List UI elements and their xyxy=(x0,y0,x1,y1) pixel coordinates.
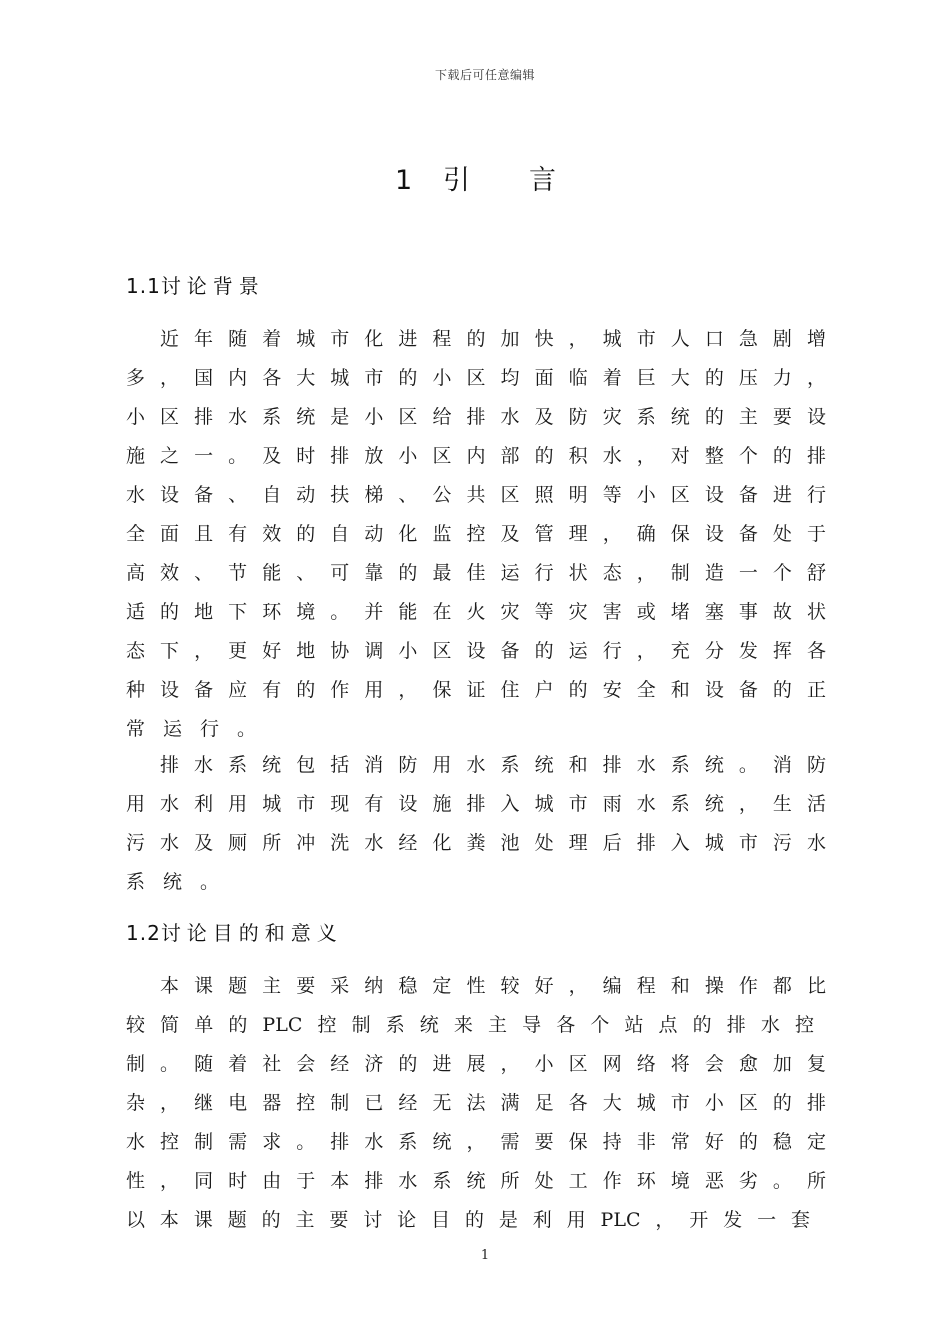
text-line: 本课题主要采纳稳定性较好，编程和操作都比 xyxy=(160,975,826,997)
text-line: 污水及厕所冲洗水经化粪池处理后排入城市污水 xyxy=(126,832,826,854)
text-line: 种设备应有的作用，保证住户的安全和设备的正 xyxy=(126,679,826,701)
text-line: 水设备、自动扶梯、公共区照明等小区设备进行 xyxy=(126,484,826,506)
text-line: 全面且有效的自动化监控及管理，确保设备处于 xyxy=(126,523,826,545)
text-line: 系统。 xyxy=(126,871,238,893)
text-line: 施之一。及时排放小区内部的积水，对整个的排 xyxy=(126,445,826,467)
text-line: 常运行。 xyxy=(126,718,275,740)
text-line: 性，同时由于本排水系统所处工作环境恶劣。所 xyxy=(126,1170,826,1192)
section-number: 1.2 xyxy=(126,921,161,945)
page-number: 1 xyxy=(480,1248,490,1263)
section-number: 1.1 xyxy=(126,274,161,298)
text-line: 小区排水系统是小区给排水及防灾系统的主要设 xyxy=(126,406,826,428)
chapter-number: 1 xyxy=(395,165,413,196)
text-line: 适的地下环境。并能在火灾等灾害或堵塞事故状 xyxy=(126,601,826,623)
text-line: 用水利用城市现有设施排入城市雨水系统，生活 xyxy=(126,793,826,815)
section-2-paragraph-1 xyxy=(126,967,826,1240)
text-line: 杂，继电器控制已经无法满足各大城市小区的排 xyxy=(126,1092,826,1114)
section-1-paragraph-1 xyxy=(126,320,826,749)
section-heading-1-2 xyxy=(126,917,343,946)
section-title: 讨论目的和意义 xyxy=(160,921,343,945)
text-line: 较简单的PLC控制系统来主导各个站点的排水控 xyxy=(126,1014,814,1036)
section-heading-1-1 xyxy=(126,270,265,299)
text-line: 高效、节能、可靠的最佳运行状态，制造一个舒 xyxy=(126,562,826,584)
text-line: 以本课题的主要讨论目的是利用PLC，开发一套 xyxy=(126,1209,810,1231)
chapter-title-char-2: 言 xyxy=(529,165,556,196)
chapter-title-char-1: 引 xyxy=(443,165,470,196)
section-1-paragraph-2 xyxy=(126,746,826,902)
chapter-title xyxy=(395,158,556,197)
text-line: 水控制需求。排水系统，需要保持非常好的稳定 xyxy=(126,1131,826,1153)
text-line: 近年随着城市化进程的加快，城市人口急剧增 xyxy=(160,328,826,350)
section-title: 讨论背景 xyxy=(160,274,265,298)
header-note: 下载后可任意编辑 xyxy=(434,68,535,82)
text-line: 制。随着社会经济的进展，小区网络将会愈加复 xyxy=(126,1053,826,1075)
text-line: 排水系统包括消防用水系统和排水系统。消防 xyxy=(160,754,826,776)
text-line: 多，国内各大城市的小区均面临着巨大的压力， xyxy=(126,367,826,389)
text-line: 态下，更好地协调小区设备的运行，充分发挥各 xyxy=(126,640,826,662)
